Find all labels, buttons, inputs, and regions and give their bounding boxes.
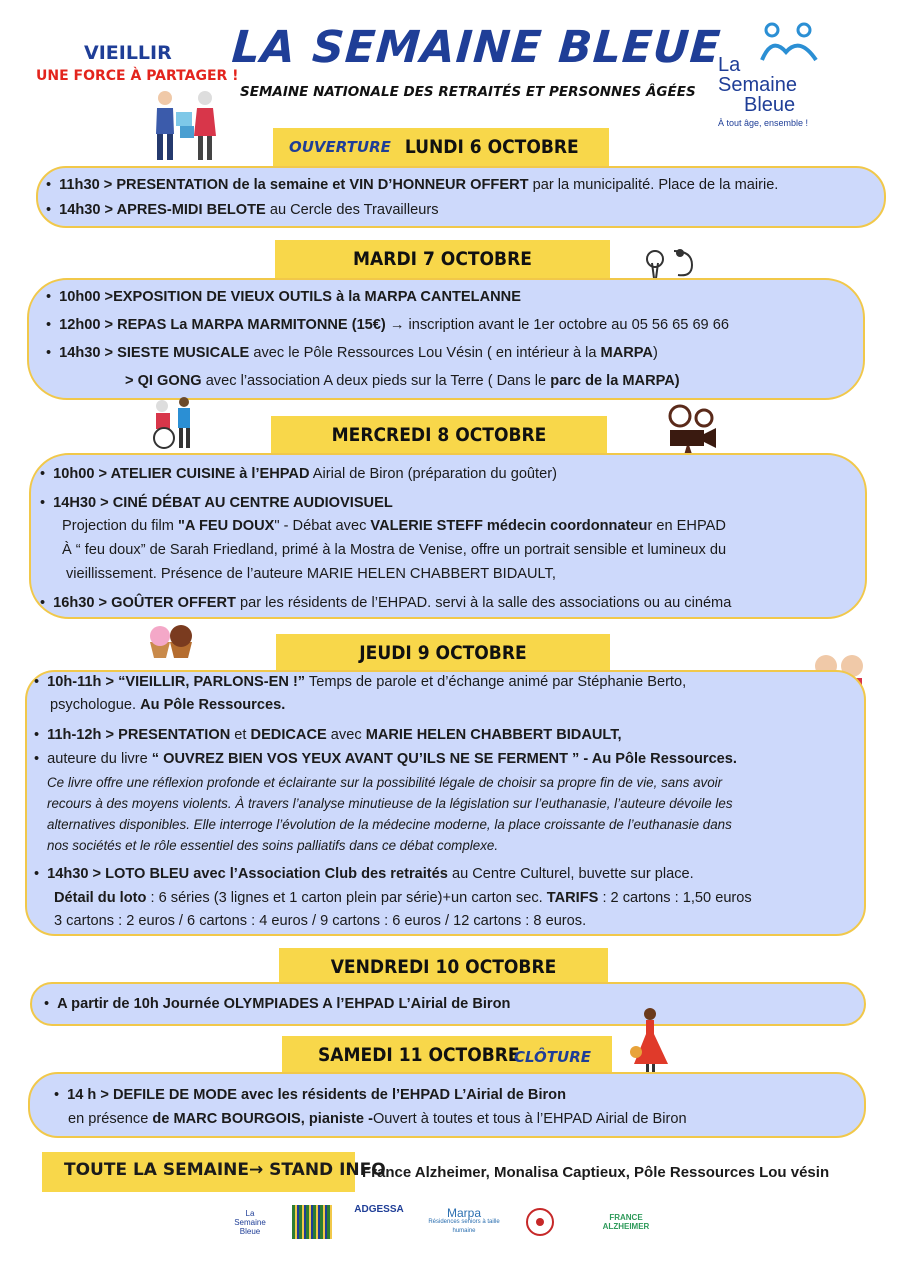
saturday-item-1: • 14 h > DEFILE DE MODE avec les résidents de l’EHPAD L’Airial de Biron [54, 1087, 566, 1103]
logo-text-semaine: Semaine [718, 74, 797, 96]
footer-logo-semaine-bleue: La Semaine Bleue [234, 1208, 266, 1236]
people-icon [760, 22, 822, 62]
day-header-monday [273, 128, 609, 166]
wheelchair-illustration [148, 396, 198, 452]
logo-slogan: À tout âge, ensemble ! [718, 118, 809, 128]
monday-item-2: • 14h30 > APRES-MIDI BELOTE au Cercle des Travailleurs [46, 202, 439, 218]
saturday-item-1-cont: en présence de MARC BOURGOIS, pianiste -Ouvert à toutes et tous à l’EHPAD Airial de Biron [68, 1111, 687, 1127]
tuesday-item-1: • 10h00 >EXPOSITION DE VIEUX OUTILS à la MARPA CANTELANNE [46, 289, 521, 305]
thursday-item-2: • 11h-12h > PRESENTATION et DEDICACE avec MARIE HELEN CHABBERT BIDAULT, [34, 727, 622, 743]
thursday-item-3: • 14h30 > LOTO BLEU avec l’Association Club des retraités au Centre Culturel, buvette sur place. [34, 866, 694, 882]
day-header-friday: VENDREDI 10 OCTOBRE [279, 948, 608, 986]
wednesday-film-line: Projection du film "A FEU DOUX" - Débat avec VALERIE STEFF médecin coordonnateur en EHPAD [62, 518, 726, 534]
footer-logo-france-alzheimer: FRANCE ALZHEIMER [602, 1213, 650, 1231]
footer-logo-saint-jean [518, 1206, 570, 1238]
thursday-item-1: • 10h-11h > “VIEILLIR, PARLONS-EN !” Temps de parole et d’échange animé par Stéphanie Berto, [34, 674, 686, 690]
wednesday-item-2: • 14H30 > CINÉ DÉBAT AU CENTRE AUDIOVISUEL [40, 495, 393, 511]
stand-info-label: TOUTE LA SEMAINE→ STAND INFO [64, 1160, 386, 1180]
loto-details: Détail du loto : 6 séries (3 lignes et 1 carton plein par série)+un carton sec. TARIFS : 2 cartons : 1,50 euros [54, 890, 752, 906]
day-header-tuesday: MARDI 7 OCTOBRE [275, 240, 610, 278]
opening-tag: OUVERTURE [289, 138, 391, 156]
fashion-lady-illustration [624, 1006, 672, 1076]
day-header-wednesday: MERCREDI 8 OCTOBRE [271, 416, 607, 454]
logo-text-la: La [718, 54, 741, 76]
cupcakes-icon [146, 620, 196, 660]
book-desc-3: alternatives disponibles. Elle interroge l’évolution de la médecine moderne, la place croissante de l’euthanasie dans [47, 817, 732, 832]
seniors-puzzle-illustration [140, 86, 230, 166]
thursday-item-1-cont: psychologue. Au Pôle Ressources. [50, 697, 286, 713]
day-title-saturday: SAMEDI 11 OCTOBRE [318, 1044, 520, 1066]
logo-text-bleue: Bleue [744, 94, 796, 116]
semaine-bleue-logo [714, 22, 834, 132]
day-header-thursday: JEUDI 9 OCTOBRE [276, 634, 610, 672]
thursday-item-2-book: • auteure du livre “ OUVREZ BIEN VOS YEUX AVANT QU’ILS NE SE FERMENT ” - Au Pôle Ressources. [34, 751, 737, 767]
wednesday-film-desc-1: À “ feu doux” de Sarah Friedland, primé à la Mostra de Venise, offre un portrait sensible et lumineux du [62, 542, 727, 558]
book-desc-1: Ce livre offre une réflexion profonde et éclairante sur la possibilité légale de choisir sa propre fin de vie, sans avoir [47, 775, 723, 790]
day-title-monday: LUNDI 6 OCTOBRE [404, 136, 579, 158]
wednesday-item-1: • 10h00 > ATELIER CUISINE à l’EHPAD Airial de Biron (préparation du goûter) [40, 466, 557, 482]
book-desc-4: nos sociétés et le rôle essentiel des soins palliatifs dans ce débat complexe. [47, 838, 499, 853]
footer-logo-captieux [292, 1205, 332, 1239]
tagline-force: UNE FORCE À PARTAGER ! [36, 68, 239, 84]
stand-info-partners: France Alzheimer, Monalisa Captieux, Pôle Ressources Lou vésin [362, 1164, 830, 1181]
monday-panel [36, 166, 886, 228]
tuesday-item-2: • 12h00 > REPAS La MARPA MARMITONNE (15€) → inscription avant le 1er octobre au 05 56 65 69 66 [46, 317, 729, 333]
page-subtitle: SEMAINE NATIONALE DES RETRAITÉS ET PERSONNES ÂGÉES [240, 84, 696, 100]
page-title: LA SEMAINE BLEUE [230, 22, 723, 73]
footer-logo-adgessa: ADGESSA [354, 1204, 404, 1215]
wednesday-item-3: • 16h30 > GOÛTER OFFERT par les résidents de l’EHPAD. servi à la salle des associations ou au cinéma [40, 595, 731, 611]
book-desc-2: recours à des moyens violents. À travers l’analyse minutieuse de la législation sur l’euthanasie, l’auteure dévoile les [47, 796, 733, 811]
monday-item-1: • 11h30 > PRESENTATION de la semaine et VIN D’HONNEUR OFFERT par la municipalité. Place de la mairie. [46, 177, 778, 193]
footer-logo-marpa: Marpa Résidences seniors à taille humaine [428, 1205, 500, 1234]
closing-tag: CLÔTURE [514, 1048, 591, 1066]
saturday-panel [28, 1072, 866, 1138]
tuesday-item-3: • 14h30 > SIESTE MUSICALE avec le Pôle Ressources Lou Vésin ( en intérieur à la MARPA) [46, 345, 658, 361]
wednesday-film-desc-2: vieillissement. Présence de l’auteure MARIE HELEN CHABBERT BIDAULT, [66, 566, 556, 582]
friday-item-1: • A partir de 10h Journée OLYMPIADES A l’EHPAD L’Airial de Biron [44, 996, 510, 1012]
tuesday-item-4: > QI GONG avec l’association A deux pieds sur la Terre ( Dans le parc de la MARPA) [125, 373, 680, 389]
loto-prices: 3 cartons : 2 euros / 6 cartons : 4 euros / 9 cartons : 6 euros / 12 cartons : 8 euros. [54, 913, 587, 929]
tagline-vieillir: VIEILLIR [84, 42, 172, 64]
